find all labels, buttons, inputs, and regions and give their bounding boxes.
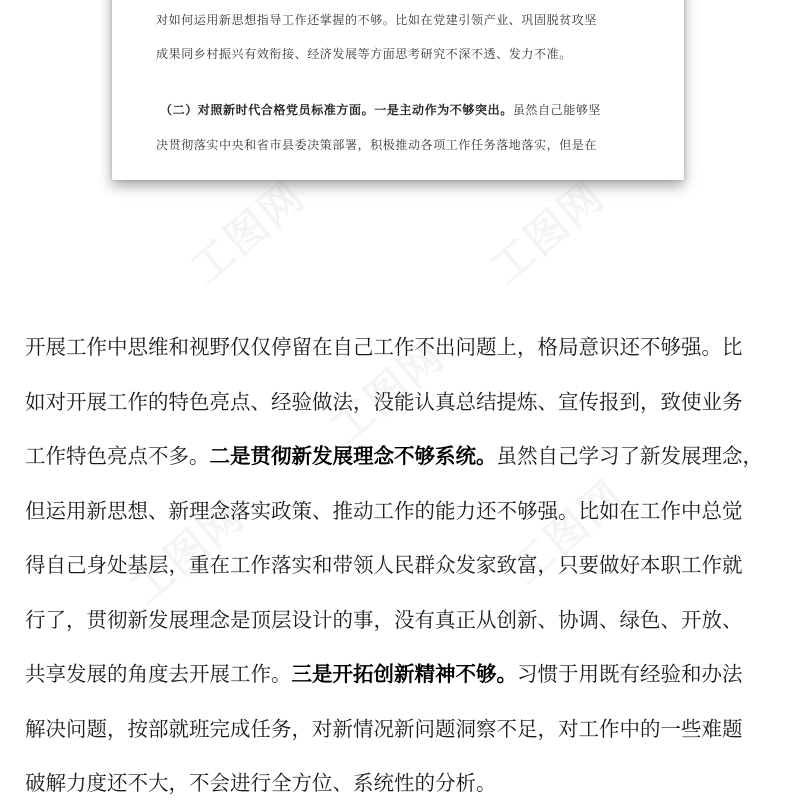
preview-text-line: 决贯彻落实中央和省市县委决策部署，积极推动各项工作任务落地落实，但是在 <box>156 138 598 152</box>
body-text-line: 开展工作中思维和视野仅仅停留在自己工作不出问题上，格局意识还不够强。比 <box>25 335 743 359</box>
preview-section-heading: （二）对照新时代合格党员标准方面。一是主动作为不够突出。 <box>160 103 513 117</box>
document-preview-card <box>112 0 684 180</box>
body-text: 习惯于用既有经验和办法 <box>517 662 743 686</box>
body-text: 共享发展的角度去开展工作。 <box>25 662 292 686</box>
body-bold-heading: 二是贯彻新发展理念不够系统。 <box>209 444 497 468</box>
body-text-line <box>25 647 785 702</box>
body-text-line: 但运用新思想、新理念落实政策、推动工作的能力还不够强。比如在工作中总觉 <box>25 498 743 523</box>
body-text: 工作特色亮点不多。 <box>25 444 210 468</box>
body-text-line: 行了，贯彻新发展理念是顶层设计的事，没有真正从创新、协调、绿色、开放、 <box>25 607 743 632</box>
body-text-line <box>25 429 785 484</box>
body-bold-heading: 三是开拓创新精神不够。 <box>291 662 517 686</box>
document-body <box>25 320 785 811</box>
watermark <box>476 165 616 296</box>
preview-text-line: 对如何运用新思想指导工作还掌握的不够。比如在党建引领产业、巩固脱贫攻坚 <box>156 13 598 27</box>
body-text-line: 解决问题，按部就班完成任务，对新情况新问题洞察不足，对工作中的一些难题 <box>25 716 743 741</box>
watermark <box>176 165 316 296</box>
preview-text-line: 成果同乡村振兴有效衔接、经济发展等方面思考研究不深不透、发力不准。 <box>156 47 572 61</box>
preview-text-line <box>160 102 601 118</box>
body-text-line: 如对开展工作的特色亮点、经验做法，没能认真总结提炼、宣传报到，致使业务 <box>25 389 743 414</box>
preview-text: 虽然自己能够坚 <box>512 103 602 117</box>
body-text-line: 得自己身处基层，重在工作落实和带领人民群众发家致富，只要做好本职工作就 <box>25 553 743 577</box>
body-text-line: 破解力度还不大，不会进行全方位、系统性的分析。 <box>25 771 497 795</box>
body-text: 虽然自己学习了新发展理念， <box>496 444 763 468</box>
